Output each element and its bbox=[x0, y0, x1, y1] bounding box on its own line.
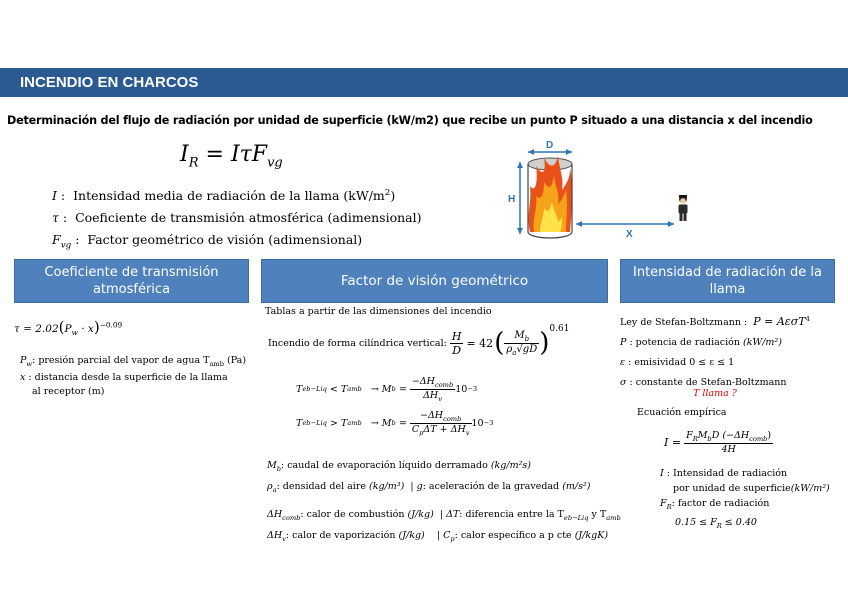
label-h: H bbox=[508, 194, 516, 205]
label-d: D bbox=[546, 140, 554, 151]
d-arrow-left bbox=[528, 149, 534, 155]
tau-definitions bbox=[20, 354, 246, 399]
person-icon bbox=[679, 195, 688, 221]
intensity-definitions bbox=[660, 466, 830, 534]
emissivity-definition: ε : emisividad 0 ≤ ε ≤ 1 bbox=[620, 357, 735, 369]
flame-temperature-question: T llama ? bbox=[693, 388, 737, 399]
section-intensity-title: Intensidad de radiación de la llama bbox=[620, 259, 835, 303]
view-factor-definitions bbox=[267, 457, 621, 548]
main-equation: $I_R = I\tau F_{vg}$ bbox=[180, 142, 283, 171]
i-definition: I : Intensidad de radiación bbox=[660, 468, 788, 479]
d-arrow-right bbox=[566, 149, 572, 155]
h-arrow-top bbox=[517, 162, 523, 168]
pw-definition: $P_w$: presión parcial del vapor de agua $T_{amb}$ (Pa) bbox=[20, 355, 247, 368]
subtitle: Determinación del flujo de radiación por unidad de superficie (kW/m2) que recibe un punto P situado a una distancia x del incendio bbox=[7, 114, 813, 127]
cylinder-bottom bbox=[528, 232, 572, 238]
empirical-equation-label: Ecuación empírica bbox=[637, 407, 727, 418]
section-view-factor-title: Factor de visión geométrico bbox=[261, 259, 608, 303]
stefan-boltzmann-block bbox=[620, 309, 810, 393]
label-x: X bbox=[626, 229, 633, 240]
x-definition-cont: al receptor (m) bbox=[32, 385, 105, 397]
definition-i: I : Intensidad media de radiación de la llama $(kW/m^2)$ bbox=[52, 188, 396, 204]
fr-definition: $F_R$: factor de radiación bbox=[660, 498, 770, 511]
page-title: INCENDIO EN CHARCOS bbox=[20, 74, 199, 91]
x-arrow-left bbox=[576, 221, 582, 227]
mb-definition: $M_b$: caudal de evaporación líquido derramado (kg/m²s) bbox=[267, 460, 531, 473]
case-above-ambient: T eb−Liq > T amb → M b = $\frac{-\Delta H_{comb}}{C_p\Delta T + \Delta H_v}$ 10 −3 bbox=[296, 410, 494, 437]
tau-formula: $\tau = 2.02(P_w \cdot x)^{-0.09}$ bbox=[14, 318, 123, 338]
intensity-formula: I = $\frac{F_RM_bD (-\Delta H_{comb})}{4H}$ bbox=[664, 430, 772, 455]
definition-tau: τ : Coeficiente de transmisión atmosférica (adimensional) bbox=[52, 210, 422, 226]
vertical-cylinder-formula: Incendio de forma cilíndrica vertical: $\frac{H}{D}$ = 42 ( $\frac{M_b}{\rho_a√gD}$ ) 0.61 bbox=[268, 324, 570, 358]
x-arrow-right bbox=[668, 221, 674, 227]
section-transmission-title: Coeficiente de transmisión atmosférica bbox=[14, 259, 249, 303]
sigma-definition: σ : constante de Stefan-Boltzmann bbox=[620, 377, 787, 389]
stefan-boltzmann-law: Ley de Stefan-Boltzmann : P = AεσT$^4$ bbox=[620, 315, 810, 329]
h-arrow-bottom bbox=[517, 228, 523, 234]
definitions-list bbox=[52, 182, 421, 257]
dhv-cp-definition: $\Delta H_v$: calor de vaporización (J/kg) | $C_p$: calor específico a p cte (J/kgK) bbox=[267, 529, 609, 543]
definition-fvg: $F_{vg}$ : Factor geométrico de visión (adimensional) bbox=[52, 232, 363, 251]
p-definition: P : potencia de radiación (kW/m²) bbox=[620, 337, 782, 349]
i-definition-cont: por unidad de superficie(kW/m²) bbox=[673, 483, 830, 494]
rho-g-definition: $\rho_a$: densidad del aire (kg/m³) | g: aceleración de la gravedad (m/s²) bbox=[267, 480, 591, 494]
dh-dt-definition: $\Delta H_{comb}$: calor de combustión (J/kg) | ΔT: diferencia entre la $T_{eb-Liq}$ y $T_{amb}$ bbox=[267, 508, 621, 522]
case-below-ambient: T eb−Liq < T amb → M b = $\frac{-\Delta H_{comb}}{\Delta H_v}$ 10 −3 bbox=[296, 376, 478, 403]
tables-note: Tablas a partir de las dimensiones del incendio bbox=[265, 306, 492, 317]
fr-range: $0.15 \le F_R \le 0.40$ bbox=[675, 516, 757, 530]
fire-diagram bbox=[500, 136, 700, 240]
x-definition: x : distancia desde la superficie de la llama bbox=[20, 371, 228, 383]
